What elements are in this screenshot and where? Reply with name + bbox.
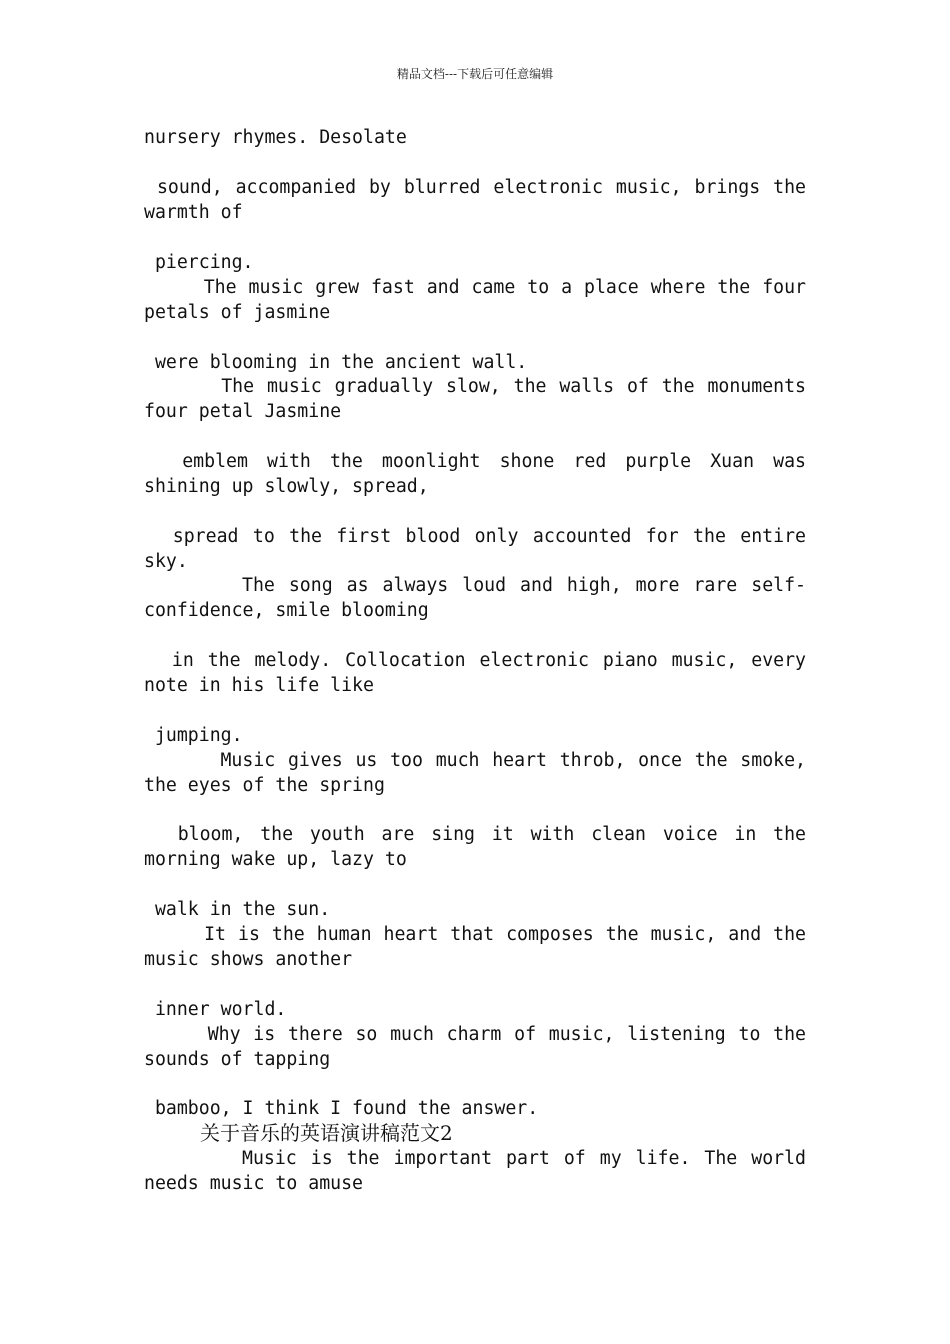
text-line: walk in the sun. [154, 899, 331, 920]
text-line: Music gives us too much heart throb, once the smoke, the eyes of the spring [144, 750, 807, 796]
text-line: The music gradually slow, the walls of the monuments four petal Jasmine [144, 376, 806, 422]
text-line: inner world. [154, 999, 287, 1020]
text-line: jumping. [154, 725, 243, 746]
text-line: Music is the important part of my life. The world needs music to amuse [144, 1148, 806, 1194]
section-heading: 关于音乐的英语演讲稿范文2 [200, 1121, 453, 1145]
text-line: were blooming in the ancient wall. [154, 352, 528, 373]
text-line: piercing. [154, 252, 254, 273]
text-line: bamboo, I think I found the answer. [154, 1098, 539, 1119]
text-line: Why is there so much charm of music, listening to the sounds of tapping [144, 1024, 806, 1070]
text-line: bloom, the youth are sing it with clean voice in the morning wake up, lazy to [144, 824, 806, 870]
text-line: It is the human heart that composes the music, and the music shows another [144, 924, 807, 970]
page-header: 精品文档---下载后可任意编辑 [396, 67, 554, 81]
text-line: sound, accompanied by blurred electronic music, brings the warmth of [144, 177, 807, 223]
text-line: nursery rhymes. Desolate [144, 127, 407, 148]
text-line: emblem with the moonlight shone red purple Xuan was shining up slowly, spread, [144, 451, 806, 497]
text-line: spread to the first blood only accounted for the entire sky. [144, 526, 806, 572]
text-line: The music grew fast and came to a place where the four petals of jasmine [144, 277, 806, 323]
text-line: in the melody. Collocation electronic piano music, every note in his life like [144, 650, 806, 696]
text-line: The song as always loud and high, more rare self-confidence, smile blooming [144, 575, 806, 621]
